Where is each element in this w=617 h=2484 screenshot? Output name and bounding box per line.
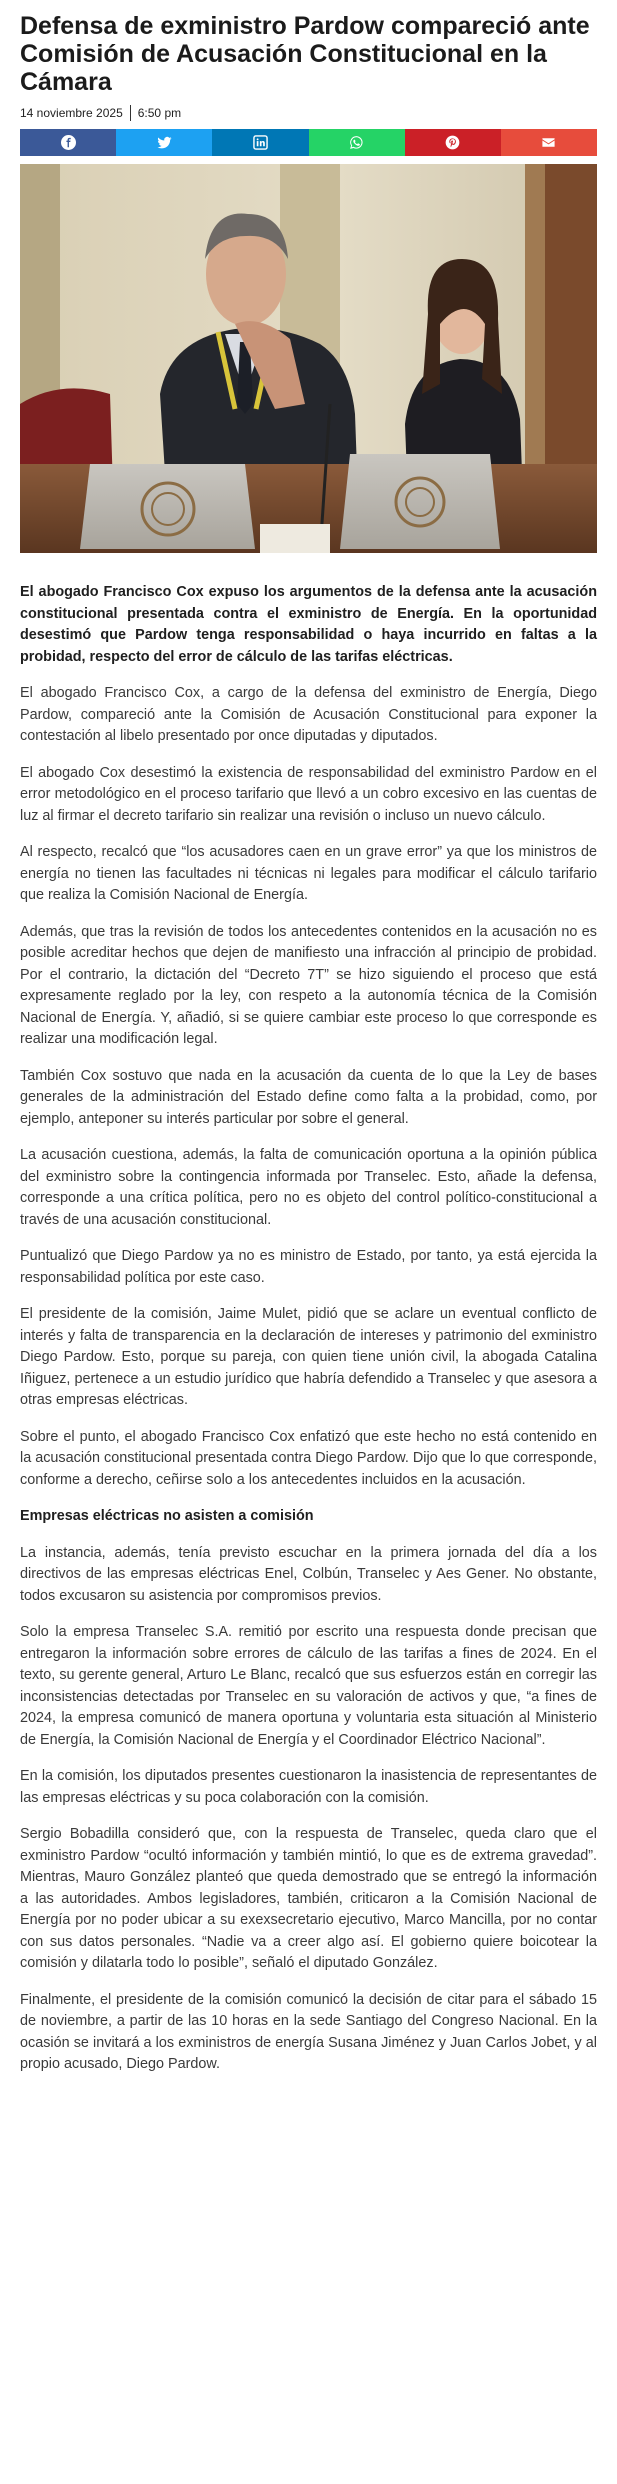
share-facebook-button[interactable]: [20, 129, 116, 156]
pinterest-icon: [445, 135, 460, 150]
meta-divider: [130, 105, 131, 121]
linkedin-icon: [253, 135, 268, 150]
envelope-icon: [541, 135, 556, 150]
paragraph: También Cox sostuvo que nada en la acusación da cuenta de lo que la Ley de bases generales de la administración del Estado define como falta a la probidad, como, por ejemplo, anteponer su interés particular por sobre el general.: [20, 1067, 597, 1127]
share-twitter-button[interactable]: [116, 129, 212, 156]
paragraph: La instancia, además, tenía previsto escuchar en la primera jornada del día a los directivos de las empresas eléctricas Enel, Colbún, Transelec y Aes Gener. No obstante, todos excusaron su asistencia por compromisos previos.: [20, 1544, 597, 1604]
article-title: Defensa de exministro Pardow compareció ante Comisión de Acusación Constitucional en la Cámara: [20, 12, 590, 96]
paragraph: En la comisión, los diputados presentes cuestionaron la inasistencia de representantes de las empresas eléctricas y su poca colaboración con la comisión.: [20, 1768, 597, 1806]
share-pinterest-button[interactable]: [405, 129, 501, 156]
article-lead: El abogado Francisco Cox expuso los argumentos de la defensa ante la acusación constitucional presentada contra el exministro de Energía. En la oportunidad desestimó que Pardow tenga responsabilidad o haya incurrido en faltas a la probidad, respecto del error de cálculo de las tarifas eléctricas.: [20, 584, 597, 665]
article-photo: [20, 164, 597, 553]
section-subheading: Empresas eléctricas no asisten a comisión: [20, 1508, 314, 1524]
paragraph: Al respecto, recalcó que “los acusadores caen en un grave error” ya que los ministros de energía no tienen las facultades ni técnicas ni legales para modificar el cálculo tarifario que realiza la Comisión Nacional de Energía.: [20, 844, 597, 903]
twitter-icon: [157, 135, 172, 150]
paragraph: Además, que tras la revisión de todos los antecedentes contenidos en la acusación no es posible acreditar hechos que dejen de manifiesto una infracción al principio de probidad. Por el contrario, la dictación del “Decreto 7T” se hizo siguiendo el proceso que está expresamente reglado por la ley, con respeto a la autonomía técnica de la Comisión Nacional de Energía. Y, añadió, si se quiere cambiar este proceso lo que corresponde es realizar una modificación legal.: [20, 923, 597, 1047]
facebook-icon: [61, 135, 76, 150]
share-linkedin-button[interactable]: [212, 129, 308, 156]
paragraph: La acusación cuestiona, además, la falta de comunicación oportuna a la opinión pública del exministro sobre la contingencia informada por Transelec. Esto, añade la defensa, corresponde a una crítica política, pero no es objeto del control político-constitucional a través de una acusación constitucional.: [20, 1147, 597, 1228]
paragraph: El abogado Cox desestimó la existencia de responsabilidad del exministro Pardow en el error metodológico en el proceso tarifario que llevó a un cobro excesivo en las cuentas de luz al firmar el decreto tarifario sin realizar una revisión o incluso un nuevo cálculo.: [20, 764, 597, 824]
paragraph: El abogado Francisco Cox, a cargo de la defensa del exministro de Energía, Diego Pardow, compareció ante la Comisión de Acusación Constitucional para exponer la contestación al libelo presentado por once diputadas y diputados.: [20, 685, 597, 744]
paragraph: Finalmente, el presidente de la comisión comunicó la decisión de citar para el sábado 15 de noviembre, a partir de las 10 horas en la sede Santiago del Congreso Nacional. En la ocasión se invitará a los exministros de energía Susana Jiménez y Juan Carlos Jobet, y al propio acusado, Diego Pardow.: [20, 1991, 597, 2072]
share-email-button[interactable]: [501, 129, 597, 156]
paragraph: Solo la empresa Transelec S.A. remitió por escrito una respuesta donde precisan que entregaron la información sobre errores de cálculo de las tarifas a fines de 2024. En el texto, su gerente general, Arturo Le Blanc, recalcó que sus esfuerzos están en corregir las inconsistencias detectadas por Transelec en su valoración de activos y que, “a fines de 2024, la empresa comunicó de manera oportuna y voluntaria esta situación al Ministerio de Energía, la Comisión Nacional de Energía y el Coordinador Eléctrico Nacional”.: [20, 1624, 597, 1748]
article-date: 14 noviembre 2025: [20, 106, 123, 120]
share-bar: [20, 129, 597, 156]
paragraph: Sobre el punto, el abogado Francisco Cox enfatizó que este hecho no está contenido en la acusación constitucional presentada contra Diego Pardow. Dijo que lo que corresponde, conforme a derecho, ceñirse solo a los antecedentes incluidos en la acusación.: [20, 1428, 597, 1488]
paragraph: Sergio Bobadilla consideró que, con la respuesta de Transelec, queda claro que el exministro Pardow “ocultó información y también mintió, lo que es de extrema gravedad”. Mientras, Mauro González planteó que queda demostrado que se entregó la información a las autoridades. Ambos legisladores, también, criticaron a la Comisión Nacional de Energía por no poder ubicar a su exexsecretario ejecutivo, Marco Mancilla, por no contar con sus datos personales. “Nadie va a creer algo así. El gobierno quiere boicotear la comisión y dilatarla todo lo posible”, señaló el diputado González.: [20, 1826, 597, 1971]
paragraph: Puntualizó que Diego Pardow ya no es ministro de Estado, por tanto, ya está ejercida la responsabilidad política por este caso.: [20, 1248, 597, 1286]
article-meta: [20, 105, 597, 121]
paragraph: El presidente de la comisión, Jaime Mulet, pidió que se aclare un eventual conflicto de interés y falta de transparencia en la declaración de intereses y patrimonio del exministro Diego Pardow. Esto, porque su pareja, con quien tiene unión civil, la abogada Catalina Iñiguez, pertenece a un estudio jurídico que habría defendido a Transelec y que asesora a otras empresas eléctricas.: [20, 1306, 597, 1408]
share-whatsapp-button[interactable]: [309, 129, 405, 156]
article-time: 6:50 pm: [137, 106, 182, 120]
whatsapp-icon: [349, 135, 364, 150]
article-body: [20, 582, 597, 2076]
